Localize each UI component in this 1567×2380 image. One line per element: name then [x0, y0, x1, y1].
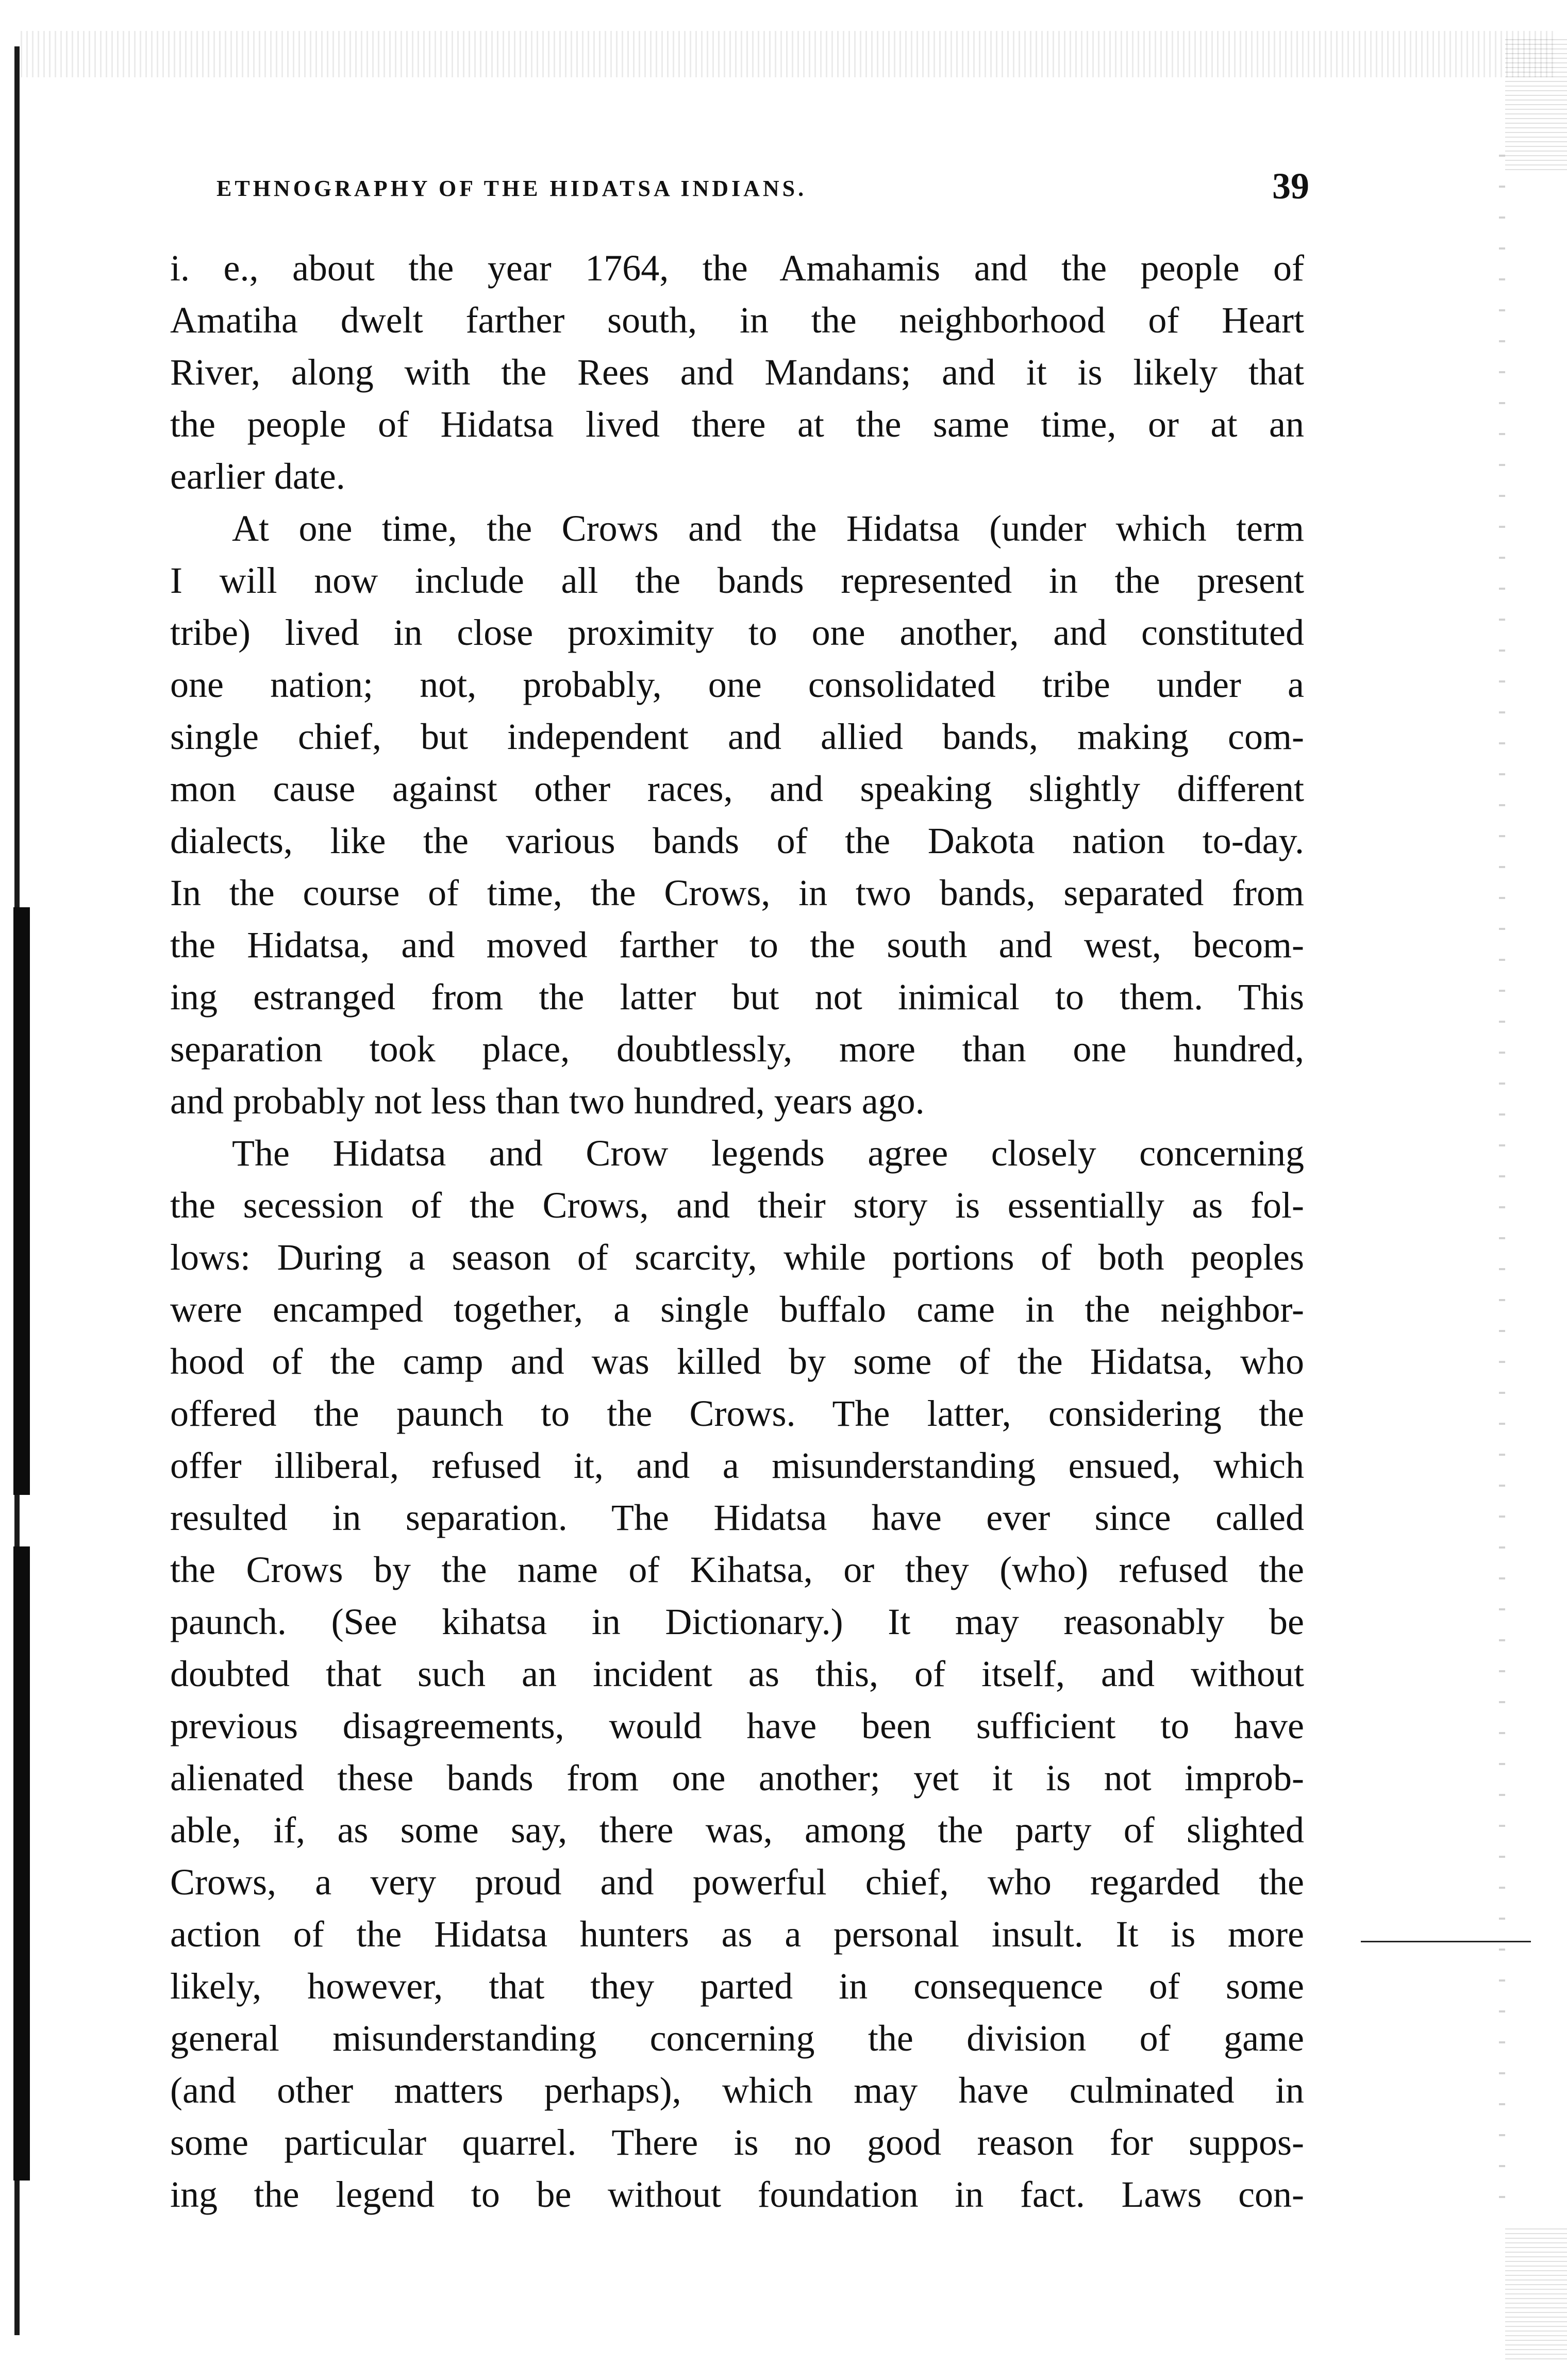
text-line: I will now include all the bands represented in the present [170, 560, 1304, 601]
text-line: doubted that such an incident as this, of itself, and without [170, 1653, 1304, 1694]
running-head: ETHNOGRAPHY OF THE HIDATSA INDIANS. [216, 176, 807, 201]
text-line: able, if, as some say, there was, among the party of slighted [170, 1809, 1304, 1851]
text-line: hood of the camp and was killed by some of the Hidatsa, who [170, 1341, 1304, 1382]
text-line: Amatiha dwelt farther south, in the neighborhood of Heart [170, 299, 1304, 341]
page-header [216, 165, 1309, 217]
text-line: general misunderstanding concerning the division of game [170, 2018, 1304, 2059]
text-line: i. e., about the year 1764, the Amahamis and the people of [170, 247, 1304, 289]
text-line: offer illiberal, refused it, and a misunderstanding ensued, which [170, 1445, 1304, 1486]
text-line: earlier date. [170, 456, 345, 497]
text-line: Crows, a very proud and powerful chief, who regarded the [170, 1861, 1304, 1903]
text-line: previous disagreements, would have been sufficient to have [170, 1705, 1304, 1746]
scan-binding-shadow-lower [13, 1546, 30, 2181]
text-line: the Hidatsa, and moved farther to the south and west, becom- [170, 924, 1304, 966]
scan-noise-right-edge [1499, 155, 1505, 2217]
text-line: the people of Hidatsa lived there at the same time, or at an [170, 404, 1304, 445]
scan-binding-shadow-upper [13, 907, 30, 1495]
text-line: alienated these bands from one another; yet it is not improb- [170, 1757, 1304, 1799]
text-line: (and other matters perhaps), which may have culminated in [170, 2070, 1304, 2111]
text-line: resulted in separation. The Hidatsa have ever since called [170, 1497, 1304, 1538]
text-line: The Hidatsa and Crow legends agree closely concerning [232, 1133, 1304, 1174]
text-line: and probably not less than two hundred, years ago. [170, 1080, 925, 1122]
text-line: mon cause against other races, and speaking slightly different [170, 768, 1304, 809]
text-line: River, along with the Rees and Mandans; and it is likely that [170, 352, 1304, 393]
text-line: separation took place, doubtlessly, more than one hundred, [170, 1028, 1304, 1070]
text-line: one nation; not, probably, one consolidated tribe under a [170, 664, 1304, 705]
text-line: tribe) lived in close proximity to one another, and constituted [170, 612, 1304, 653]
text-line: At one time, the Crows and the Hidatsa (under which term [232, 508, 1304, 549]
text-line: ing estranged from the latter but not inimical to them. This [170, 976, 1304, 1018]
text-line: In the course of time, the Crows, in two bands, separated from [170, 872, 1304, 913]
text-line: the secession of the Crows, and their story is essentially as fol- [170, 1185, 1304, 1226]
scan-noise-top [21, 31, 1557, 77]
page-number: 39 [1272, 165, 1309, 207]
text-line: action of the Hidatsa hunters as a personal insult. It is more [170, 1913, 1304, 1955]
stray-rule-mark [1361, 1941, 1531, 1942]
scan-noise-bottom-right [1505, 2225, 1567, 2359]
body-text [170, 242, 1304, 2221]
text-line: dialects, like the various bands of the Dakota nation to-day. [170, 820, 1304, 861]
text-line: lows: During a season of scarcity, while portions of both peoples [170, 1237, 1304, 1278]
text-line: some particular quarrel. There is no good reason for suppos- [170, 2122, 1304, 2163]
text-line: were encamped together, a single buffalo came in the neighbor- [170, 1289, 1304, 1330]
text-line: offered the paunch to the Crows. The latter, considering the [170, 1393, 1304, 1434]
text-line: single chief, but independent and allied bands, making com- [170, 716, 1304, 757]
scan-noise-top-right [1505, 36, 1567, 170]
text-line: paunch. (See kihatsa in Dictionary.) It may reasonably be [170, 1601, 1304, 1642]
text-line: likely, however, that they parted in consequence of some [170, 1966, 1304, 2007]
text-line: the Crows by the name of Kihatsa, or they (who) refused the [170, 1549, 1304, 1590]
text-line: ing the legend to be without foundation in fact. Laws con- [170, 2174, 1304, 2215]
